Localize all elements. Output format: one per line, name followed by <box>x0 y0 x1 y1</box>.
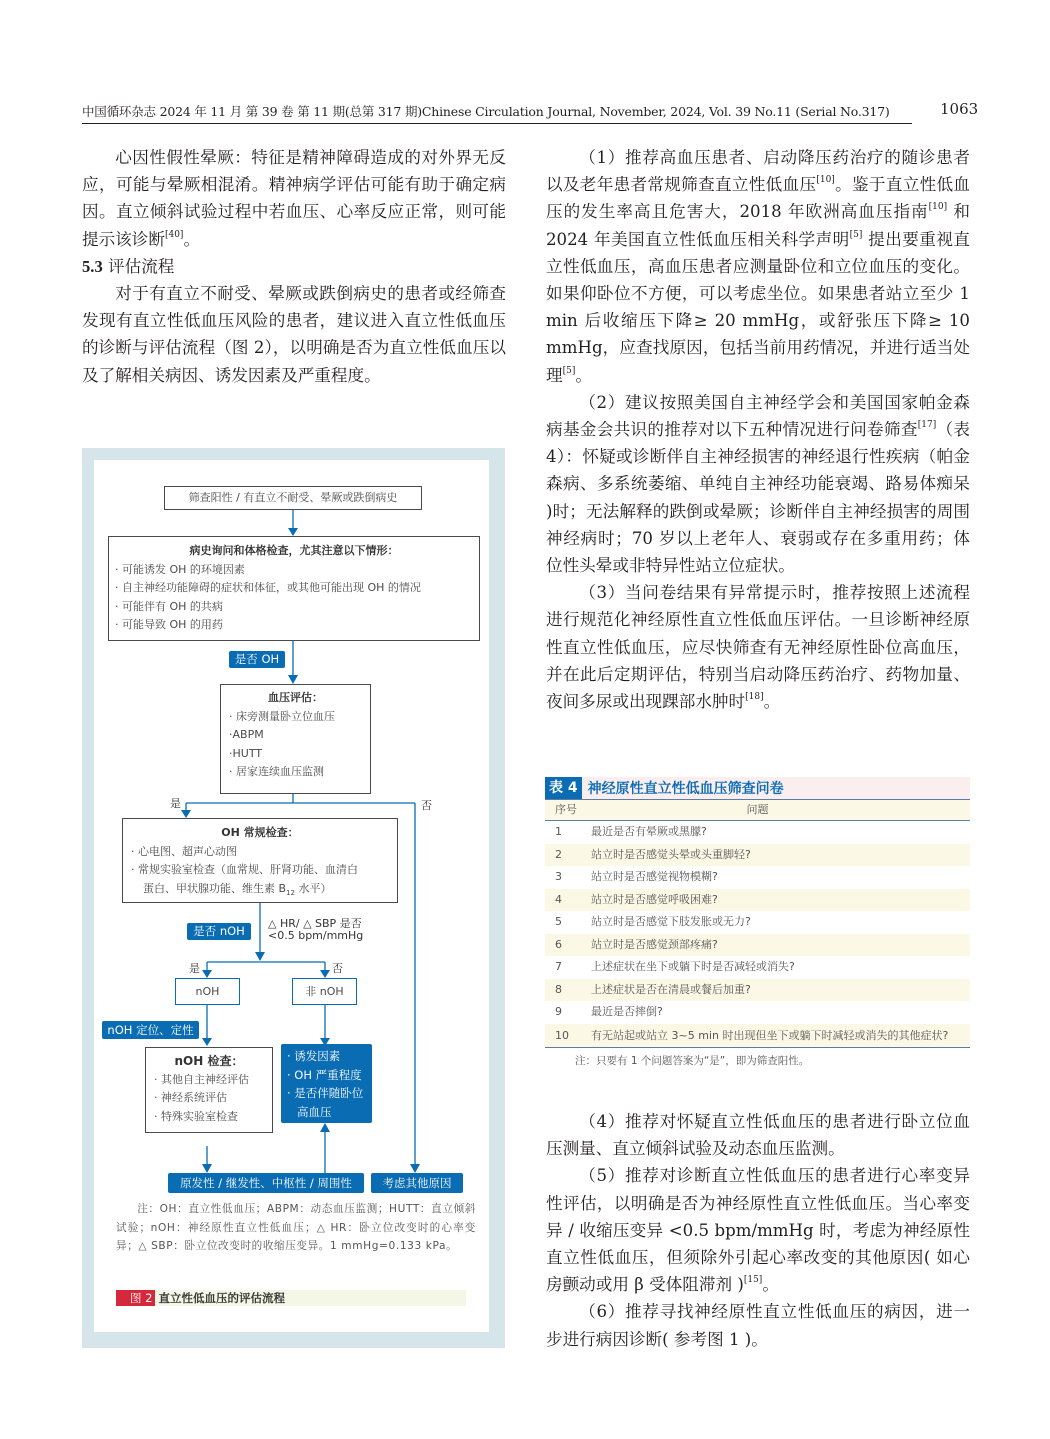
row-question: 站立时是否感觉颈部疼痛? <box>591 937 718 951</box>
history-item: · 可能伴有 OH 的共病 <box>115 599 223 613</box>
row-number: 4 <box>555 892 562 906</box>
row-question: 站立时是否感觉下肢发胀或无力? <box>591 915 751 928</box>
text: 和 2024 年美国直立性低血压相关科学声明 <box>546 202 970 249</box>
flowchart <box>94 460 489 1332</box>
text: （5）推荐对诊断直立性低血压的患者进行心率变异性评估，以明确是否为神经原性直立性低血压。当心率变异 / 收缩压变异 <0.5 bpm/mmHg 时，考虑为神经原性直立性低血压，但须除外引起心率改变的其他原因( 如心房颤动或用 β 受体阻滞剂 ) <box>546 1166 970 1295</box>
table-row <box>545 821 970 844</box>
header-number: 序号 <box>555 803 577 816</box>
table-row <box>545 934 970 957</box>
classification-box: 原发性 / 继发性、中枢性 / 周围性 <box>168 1173 364 1193</box>
row-question: 站立时是否感觉呼吸困难? <box>591 892 718 906</box>
label-yes: 是 <box>170 797 181 810</box>
noh-box: nOH <box>175 978 240 1005</box>
figure-caption <box>116 1290 466 1306</box>
row-question: 上述症状在坐下或躺下时是否减轻或消失? <box>591 960 795 973</box>
label-is-noh: 是否 nOH <box>187 923 251 940</box>
label-yes: 是 <box>189 962 200 975</box>
section-heading <box>82 253 506 280</box>
precipitating-factors-box <box>281 1044 372 1123</box>
label-no: 否 <box>421 799 432 812</box>
figure-2-frame <box>82 448 505 1348</box>
table-row <box>545 844 970 867</box>
row-number: 2 <box>555 847 562 861</box>
table-row <box>545 979 970 1002</box>
non-noh-box: 非 nOH <box>292 978 357 1005</box>
row-number: 1 <box>555 825 562 838</box>
history-box <box>108 536 480 641</box>
criterion-line: <0.5 bpm/mmHg <box>268 929 364 942</box>
text: （1）推荐高血压患者、启动降压药治疗的随诊患者以及老年患者常规筛查直立性低血压 <box>546 148 970 195</box>
recommendation-5 <box>546 1162 970 1298</box>
row-question: 最近是否有晕厥或黑朦? <box>591 825 707 838</box>
header-question: 问题 <box>746 803 769 816</box>
section-title: 评估流程 <box>108 256 175 276</box>
oh-box-title: OH 常规检查： <box>221 826 299 839</box>
bp-item: · 居家连续血压监测 <box>229 765 324 778</box>
bp-item: ·ABPM <box>229 728 264 741</box>
paragraph-psychogenic <box>82 144 506 253</box>
table-note: 注：只要有 1 个问题答案为“是”，即为筛查阳性。 <box>575 1054 810 1067</box>
bp-item: · 床旁测量卧立位血压 <box>229 709 335 723</box>
text: （表 4）：怀疑或诊断伴自主神经损害的神经退行性疾病（帕金森病、多系统萎缩、单纯自主神经功能衰竭、路易体痴呆 )时；无法解释的跌倒或晕厥；诊断伴自主神经损害的周围神经病时；70 岁以上老年人、衰弱或存在多重用药；体位性头晕或非特异性站立位症状。 <box>546 420 971 576</box>
table-header <box>545 800 970 821</box>
table-title-bar <box>545 777 970 800</box>
label-no: 否 <box>332 962 343 975</box>
citation: [17] <box>917 420 937 431</box>
recommendation-3 <box>546 579 970 715</box>
oh-routine-box <box>122 818 398 903</box>
row-number: 9 <box>555 1005 562 1018</box>
row-question: 有无站起或站立 3~5 min 时出现但坐下或躺下时减轻或消失的其他症状? <box>591 1028 949 1042</box>
table-tag: 表 4 <box>545 777 582 799</box>
row-number: 10 <box>555 1028 569 1042</box>
table-row <box>545 1001 970 1024</box>
oh-item-text: 水平） <box>294 881 332 895</box>
noh-exam-box <box>145 1047 273 1133</box>
text: 。 <box>763 692 781 712</box>
text: （2）建议按照美国自主神经学会和美国国家帕金森病基金会共识的推荐对以下五种情况进行问卷筛查 <box>546 392 970 440</box>
citation: [18] <box>745 692 764 703</box>
citation: [5] <box>562 365 576 376</box>
oh-item: · 心电图、超声心动图 <box>131 844 237 858</box>
text: 。 <box>575 365 592 385</box>
table-row <box>545 1024 970 1047</box>
recommendation-2 <box>546 389 970 579</box>
row-question: 最近是否摔倒? <box>591 1005 663 1018</box>
text: 提出要重视直立性低血压，高血压患者应测量卧位和立位血压的变化。如果仰卧位不方便，可以考虑坐位。如果患者站立至少 1 min 后收缩压下降≥ 20 mmHg，或舒张压下降≥ 10 mmHg，应查找原因，包括当前用药情况，并进行适当处理 <box>546 229 970 385</box>
left-column <box>82 144 506 389</box>
table-row <box>545 889 970 912</box>
text: 。鉴于直立性低血压的发生率高且危害大，2018 年欧洲高血压指南 <box>546 175 970 222</box>
row-number: 3 <box>555 870 562 883</box>
section-number: 5.3 <box>82 256 103 276</box>
noh-exam-title: nOH 检查： <box>174 1054 244 1068</box>
table-4 <box>545 777 970 1068</box>
citation: [10] <box>928 202 948 213</box>
bp-box-title: 血压评估： <box>268 691 323 704</box>
other-causes-box: 考虑其他原因 <box>371 1173 463 1193</box>
table-row <box>545 911 970 934</box>
citation: [40] <box>164 229 184 240</box>
row-number: 8 <box>555 982 562 996</box>
running-header: 中国循环杂志 2024 年 11 月 第 39 卷 第 11 期(总第 317 期)Chinese Circulation Journal, November, 2024, Vol. 39 No.11 (Serial No.317) <box>82 102 912 124</box>
row-question: 上述症状是否在清晨或餐后加重? <box>591 982 751 996</box>
row-question: 站立时是否感觉头晕或头重脚轻? <box>591 847 751 861</box>
figure-note-text: 注：OH：直立性低血压；ABPM：动态血压监测；HUTT：直立倾斜试验；nOH：神经原性直立性低血压；△ HR：卧立位改变时的心率变异；△ SBP：卧立位改变时的收缩压变异。1 mmHg=0.133 kPa。 <box>116 1203 476 1252</box>
history-box-title: 病史询问和体格检查，尤其注意以下情形： <box>189 544 399 557</box>
factor-item: · OH 严重程度 <box>287 1067 362 1082</box>
row-number: 7 <box>555 960 562 973</box>
figure-tag: 图 2 <box>116 1290 155 1306</box>
paragraph-process: 对于有直立不耐受、晕厥或跌倒病史的患者或经筛查发现有直立性低血压风险的患者，建议进入直立性低血压的诊断与评估流程（图 2），以明确是否为直立性低血压以及了解相关病因、诱发因素及严重程度。 <box>82 284 506 385</box>
history-item: · 自主神经功能障碍的症状和体征，或其他可能出现 OH 的情况 <box>115 581 421 594</box>
citation: [5] <box>849 229 863 240</box>
table-row <box>545 866 970 889</box>
subscript: 12 <box>286 888 295 897</box>
recommendation-1 <box>546 144 970 389</box>
table-title: 神经原性直立性低血压筛查问卷 <box>587 781 784 797</box>
label-is-oh: 是否 OH <box>229 651 285 668</box>
figure-title: 直立性低血压的评估流程 <box>158 1291 285 1305</box>
label-noh-localize: nOH 定位、定性 <box>102 1021 199 1039</box>
recommendation-6: （6）推荐寻找神经原性直立性低血压的病因，进一步进行病因诊断( 参考图 1 )。 <box>546 1302 970 1349</box>
right-column-top <box>546 144 970 715</box>
right-column-bottom <box>546 1108 970 1353</box>
table-row <box>545 956 970 979</box>
start-box-text: 筛查阳性 / 有直立不耐受、晕厥或跌倒病史 <box>188 491 398 504</box>
punct: 。 <box>183 229 201 249</box>
bp-assessment-box <box>220 684 371 794</box>
table-body <box>545 821 970 1048</box>
text: 。 <box>762 1275 779 1295</box>
row-question: 站立时是否感觉视物模糊? <box>591 870 718 883</box>
figure-note <box>116 1200 476 1256</box>
history-item: · 可能导致 OH 的用药 <box>115 618 223 631</box>
recommendation-4: （4）推荐对怀疑直立性低血压的患者进行卧立位血压测量、直立倾斜试验及动态血压监测。 <box>546 1112 970 1159</box>
oh-item <box>131 880 389 903</box>
citation: [15] <box>743 1275 763 1286</box>
row-number: 6 <box>555 937 562 951</box>
paragraph-text: 心因性假性晕厥：特征是精神障碍造成的对外界无反应，可能与晕厥相混淆。精神病学评估可能有助于确定病因。直立倾斜试验过程中若血压、心率反应正常，则可能提示该诊断 <box>82 148 506 249</box>
noh-exam-item: · 神经系统评估 <box>154 1091 227 1104</box>
factor-item: · 诱发因素 <box>287 1049 341 1063</box>
citation: [10] <box>816 175 835 186</box>
bp-item: ·HUTT <box>229 746 263 760</box>
factor-item: 高血压 <box>297 1104 332 1119</box>
history-item: · 可能诱发 OH 的环境因素 <box>115 562 245 576</box>
noh-exam-item: · 特殊实验室检查 <box>154 1109 238 1123</box>
oh-item: · 常规实验室检查（血常规、肝肾功能、血清白 <box>131 863 358 876</box>
criterion-text <box>268 918 363 942</box>
page-number: 1063 <box>940 100 979 118</box>
factor-item: · 是否伴随卧位 <box>287 1086 364 1100</box>
start-box <box>164 486 422 510</box>
row-number: 5 <box>555 915 562 928</box>
text: （3）当问卷结果有异常提示时，推荐按照上述流程进行规范化神经原性直立性低血压评估。一旦诊断神经原性直立性低血压，应尽快筛查有无神经原性卧位高血压，并在此后定期评估，特别当启动降压药治疗、药物加量、夜间多尿或出现踝部水肿时 <box>546 583 970 712</box>
noh-exam-item: · 其他自主神经评估 <box>154 1072 249 1086</box>
criterion-line: △ HR/ △ SBP 是否 <box>268 917 362 930</box>
oh-item-text: 蛋白、甲状腺功能、维生素 B <box>143 881 287 895</box>
